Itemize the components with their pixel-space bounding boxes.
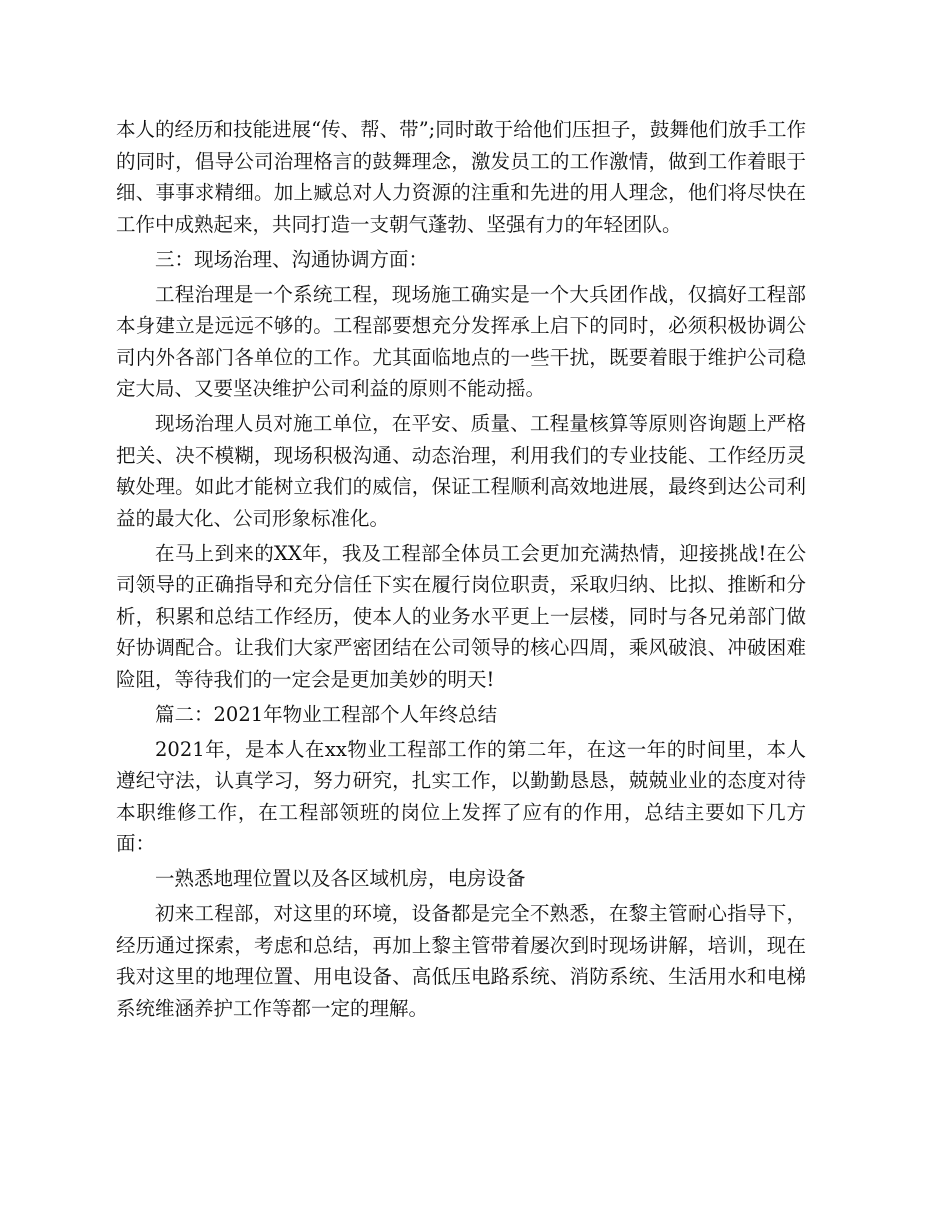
paragraph-first-arrival: 初来工程部，对这里的环境，设备都是完全不熟悉，在黎主管耐心指导下，经历通过探索，考虑和总结，再加上黎主管带着屡次到时现场讲解，培训，现在我对这里的地理位置、用电设备、高低压电路系统、消防系统、生活用水和电梯系统维涵养护工作等都一定的理解。 bbox=[116, 902, 806, 1020]
paragraph-coming-year: 在马上到来的XX年，我及工程部全体员工会更加充满热情，迎接挑战!在公司领导的正确指导和充分信任下实在履行岗位职责，采取归纳、比拟、推断和分析，积累和总结工作经历，使本人的业务水平更上一层楼，同时与各兄弟部门做好协调配合。让我们大家严密团结在公司领导的核心四周，乘风破浪、冲破困难险阻，等待我们的一定会是更加美妙的明天! bbox=[116, 541, 806, 691]
subheading-location-equipment: 一熟悉地理位置以及各区域机房，电房设备 bbox=[155, 867, 526, 890]
paragraph-site-personnel: 现场治理人员对施工单位，在平安、质量、工程量核算等原则咨询题上严格把关、决不模糊，现场积极沟通、动态治理，利用我们的专业技能、工作经历灵敏处理。如此才能树立我们的威信，保证工程顺利高效地进展，最终到达公司利益的最大化、公司形象标准化。 bbox=[116, 412, 806, 530]
paragraph-engineering-management: 工程治理是一个系统工程，现场施工确实是一个大兵团作战，仅搞好工程部本身建立是远远不够的。工程部要想充分发挥承上启下的同时，必须积极协调公司内外各部门各单位的工作。尤其面临地点的一些干扰，既要着眼于维护公司稳定大局、又要坚决维护公司利益的原则不能动摇。 bbox=[116, 282, 806, 400]
document-body bbox=[116, 114, 806, 1028]
section-heading-site-management: 三：现场治理、沟通协调方面： bbox=[155, 247, 429, 271]
paragraph-continuation: 本人的经历和技能进展“传、帮、带”;同时敢于给他们压担子，鼓舞他们放手工作的同时，倡导公司治理格言的鼓舞理念，激发员工的工作激情，做到工作着眼于细、事事求精细。加上臧总对人力资源的注重和先进的用人理念，他们将尽快在工作中成熟起来，共同打造一支朝气蓬勃、坚强有力的年轻团队。 bbox=[116, 118, 806, 236]
paragraph-year-summary: 2021年，是本人在xx物业工程部工作的第二年，在这一年的时间里，本人遵纪守法，认真学习，努力研究，扎实工作，以勤勤恳恳，兢兢业业的态度对待本职维修工作，在工程部领班的岗位上发挥了应有的作用，总结主要如下几方面： bbox=[116, 737, 806, 855]
section-title-part-two: 篇二：2021年物业工程部个人年终总结 bbox=[155, 702, 498, 726]
